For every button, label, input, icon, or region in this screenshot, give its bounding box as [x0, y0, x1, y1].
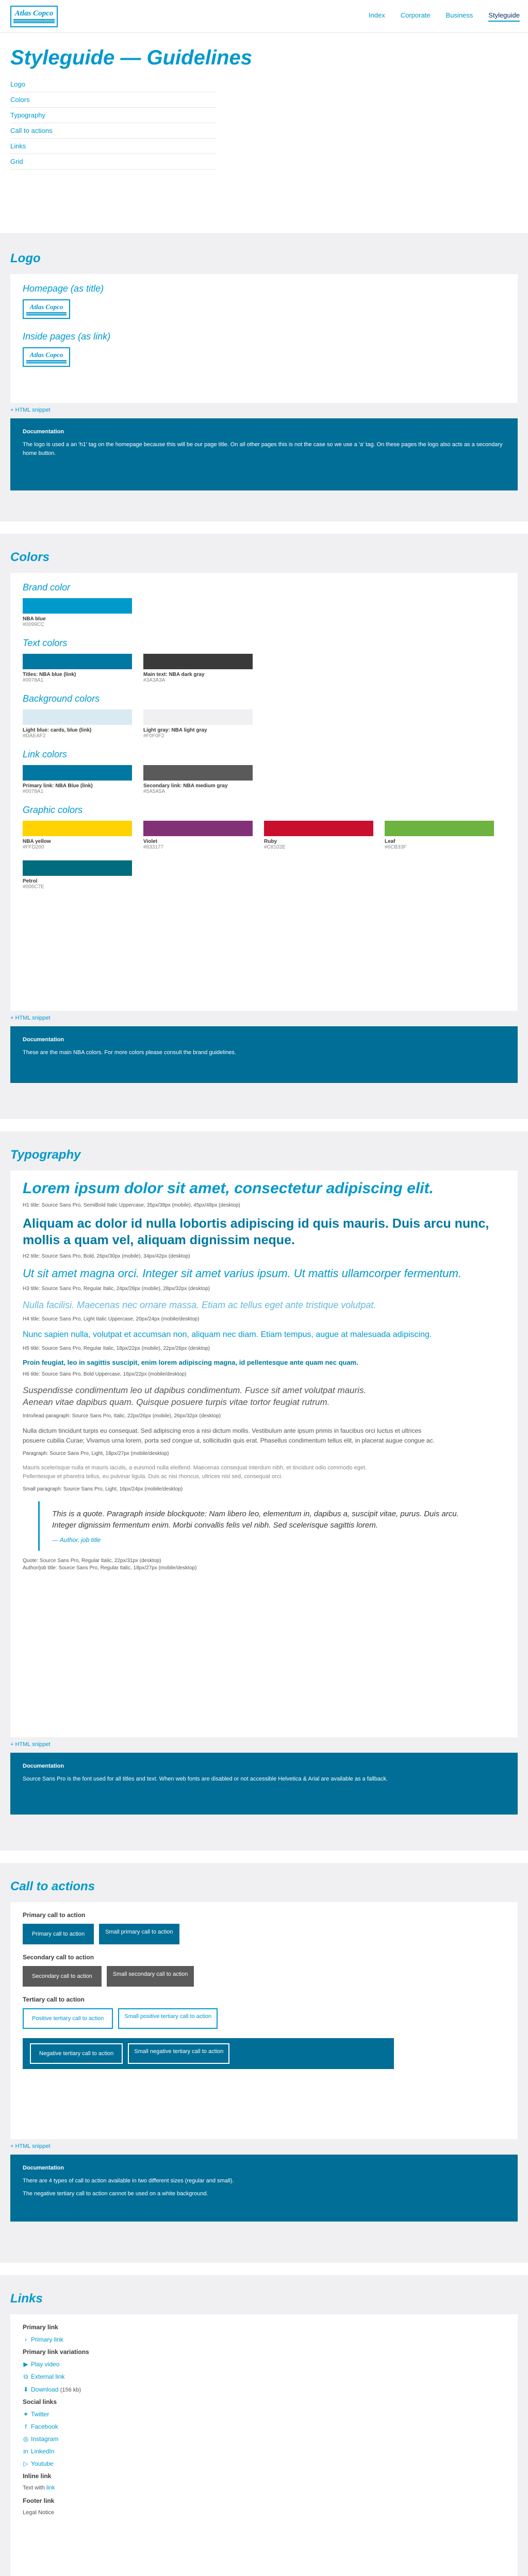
- youtube-link[interactable]: [23, 2460, 505, 2467]
- swatch-hex: #006C7E: [23, 884, 44, 890]
- play-video-link[interactable]: [23, 2361, 505, 2368]
- swatch-name: Leaf: [385, 839, 395, 844]
- h5-sample: Nunc sapien nulla, volutpat et accumsan non, aliquam nec diam. Etiam tempus, augue at malesuada adipiscing.: [23, 1330, 432, 1339]
- swatch-hex: #0078A1: [23, 677, 44, 683]
- swatch-name: Ruby: [264, 839, 277, 844]
- color-swatch: [385, 821, 494, 850]
- primary-cta-row: [23, 1924, 505, 1944]
- color-swatch: [143, 709, 253, 739]
- documentation-box: [10, 1026, 518, 1083]
- nav-styleguide[interactable]: Styleguide: [488, 11, 520, 22]
- swatch-hex: #C8102E: [264, 844, 286, 850]
- swatch-hex: #FFD200: [23, 844, 44, 850]
- swatch-hex: #0099CC: [23, 622, 45, 628]
- logo-section: [0, 233, 528, 521]
- documentation-box: [10, 2155, 518, 2222]
- typography-section: [0, 1119, 528, 1851]
- small-paragraph-sample: Mauris scelerisque nulla et mauris iaculis, a euismod nulla eleifend. Maecenas consequat interdum nibh, et tincidunt odio commodo eget. Pellentesque et pharetra tellus, eu pulvinar ligula. Duis ac nisi rhoncus, ultrices nisl sed, consequat orci.: [23, 1465, 367, 1480]
- logo-inside-label: Inside pages (as link): [23, 331, 111, 342]
- logo-homepage-label: Homepage (as title): [23, 283, 104, 294]
- color-swatch: [23, 598, 132, 628]
- html-snippet-toggle[interactable]: + HTML snippet: [10, 1741, 51, 1748]
- swatch-fill: [264, 821, 373, 836]
- documentation-text: These are the main NBA colors. For more colors please consult the brand guidelines.: [23, 1049, 236, 1056]
- small-paragraph-caption: Small paragraph: Source Sans Pro, Light, 16px/24px (mobile/desktop): [23, 1486, 183, 1492]
- paragraph-caption: Paragraph: Source Sans Pro, Light, 18px/27px (mobile/desktop): [23, 1451, 169, 1456]
- primary-link[interactable]: [23, 2336, 505, 2343]
- swatch-fill: [143, 765, 253, 781]
- h2-caption: H2 title: Source Sans Pro, Bold, 26px/30px (mobile), 34px/42px (desktop): [23, 1253, 190, 1259]
- color-swatch: [23, 860, 132, 890]
- swatch-fill: [23, 860, 132, 876]
- swatch-hex: #5A5A5A: [143, 789, 166, 794]
- logo-text: Atlas Copco: [29, 302, 63, 311]
- documentation-box: [10, 418, 518, 490]
- documentation-title: Documentation: [23, 429, 64, 435]
- quote-caption: Quote: Source Sans Pro, Regular Italic, 22px/31px (desktop): [23, 1558, 161, 1564]
- h4-caption: H4 title: Source Sans Pro, Light Italic Uppercase, 20px/24px (mobile/desktop): [23, 1316, 200, 1322]
- logo-inside[interactable]: [23, 347, 70, 367]
- nav-business[interactable]: Business: [446, 11, 473, 19]
- top-nav: [369, 11, 520, 22]
- color-swatch: [143, 765, 253, 794]
- brand-colors: [23, 598, 505, 628]
- swatch-hex: #6CB33F: [385, 844, 407, 850]
- h3-caption: H3 title: Source Sans Pro, Regular Italic, 24px/28px (mobile), 28px/32px (desktop): [23, 1286, 210, 1292]
- documentation-box: [10, 1753, 518, 1815]
- logo-homepage: [23, 299, 70, 319]
- background-colors: [23, 709, 505, 739]
- swatch-hex: #0078A1: [23, 789, 44, 794]
- external-icon: ⧉: [23, 2373, 28, 2380]
- twitter-text: Twitter: [31, 2411, 50, 2418]
- external-link[interactable]: [23, 2373, 505, 2381]
- small-negative-tertiary-cta-button[interactable]: Small negative tertiary call to action: [128, 2043, 229, 2064]
- swatch-fill: [23, 765, 132, 781]
- top-bar: [0, 0, 528, 33]
- author-caption: Author/job title: Source Sans Pro, Regular Italic, 18px/27px (mobile/desktop): [23, 1565, 197, 1571]
- brand-color-title: Brand color: [23, 582, 71, 592]
- toc-grid[interactable]: Grid: [10, 154, 217, 170]
- play-video-text: Play video: [31, 2361, 60, 2368]
- quote-author: — Author, job title: [52, 1536, 101, 1544]
- swatch-name: Primary link: NBA Blue (link): [23, 783, 93, 789]
- html-snippet-toggle[interactable]: + HTML snippet: [10, 407, 51, 413]
- swatch-fill: [143, 821, 253, 836]
- twitter-icon: ✦: [23, 2411, 29, 2418]
- paragraph-sample: Nulla dictum tincidunt turpis eu consequat. Sed adipiscing eros a nisi dictum mollis. Vestibulum ante ipsum primis in faucibus orci luctus et ultrices posuere cubilia Curae; Vivamus urna lorem, porta sed congue ut, sollicitudin quis erat. Phasellus condimentum tellus elit, in placerat augue congue ac.: [23, 1427, 435, 1444]
- swatch-fill: [385, 821, 494, 836]
- download-link[interactable]: [23, 2386, 505, 2393]
- facebook-text: Facebook: [31, 2423, 58, 2430]
- documentation-title: Documentation: [23, 1037, 64, 1043]
- page-title: Styleguide — Guidelines: [10, 46, 252, 69]
- background-colors-title: Background colors: [23, 693, 100, 704]
- logo-stripes: [26, 312, 67, 316]
- swatch-fill: [143, 654, 253, 669]
- swatch-name: Light gray: NBA light gray: [143, 727, 207, 733]
- links-section: [0, 2263, 528, 2576]
- documentation-text: Source Sans Pro is the font used for all titles and text. When web fonts are disabled or not accessible Helvetica & Arial are available as a fallback.: [23, 1776, 388, 1782]
- external-link-text: External link: [31, 2373, 65, 2380]
- graphic-colors-row-2: [23, 860, 505, 890]
- swatch-name: Titles: NBA blue (link): [23, 672, 76, 677]
- swatch-hex: #3A3A3A: [143, 677, 166, 683]
- logo-text: Atlas Copco: [29, 350, 63, 359]
- color-swatch: [143, 821, 253, 850]
- secondary-cta-label: Secondary call to action: [23, 1954, 94, 1961]
- links-card: [10, 2314, 518, 2576]
- small-primary-cta-button[interactable]: Small primary call to action: [99, 1924, 179, 1944]
- download-icon: ⬇: [23, 2386, 29, 2393]
- negative-tertiary-cta-button[interactable]: Negative tertiary call to action: [30, 2043, 123, 2064]
- color-swatch: [23, 709, 132, 739]
- nav-index[interactable]: Index: [368, 11, 385, 19]
- secondary-cta-row: [23, 1966, 505, 1987]
- text-colors-title: Text colors: [23, 638, 68, 648]
- h5-caption: H5 title: Source Sans Pro, Regular Italic, 18px/22px (mobile), 22px/26px (desktop): [23, 1346, 210, 1351]
- colors-section-title: Colors: [10, 550, 50, 564]
- swatch-name: NBA yellow: [23, 839, 51, 844]
- tertiary-negative-row: [23, 2038, 394, 2069]
- intro-caption: Intro/lead paragraph: Source Sans Pro, Italic, 22px/26px (mobile), 26px/32px (desktop): [23, 1413, 221, 1419]
- swatch-name: NBA blue: [23, 616, 46, 622]
- color-swatch: [143, 654, 253, 683]
- brand-logo[interactable]: [10, 6, 58, 27]
- swatch-hex: #833177: [143, 844, 163, 850]
- swatch-fill: [23, 654, 132, 669]
- swatch-fill: [23, 821, 132, 836]
- swatch-fill: [23, 709, 132, 725]
- primary-link-text: Primary link: [31, 2336, 63, 2343]
- inline-link[interactable]: link: [46, 2485, 55, 2491]
- swatch-hex: #DAEAF2: [23, 733, 46, 739]
- toc-colors[interactable]: Colors: [10, 92, 217, 108]
- swatch-name: Light blue: cards, blue (link): [23, 727, 92, 733]
- graphic-colors: [23, 821, 505, 850]
- twitter-link[interactable]: [23, 2411, 505, 2418]
- page-header: [0, 33, 528, 233]
- footer-link[interactable]: Legal Notice: [23, 2510, 55, 2516]
- positive-tertiary-cta-button[interactable]: Positive tertiary call to action: [23, 2008, 113, 2029]
- logo-stripes: [26, 360, 67, 364]
- tertiary-positive-row: [23, 2008, 505, 2029]
- swatch-fill: [143, 709, 253, 725]
- colors-card: [10, 573, 518, 1011]
- secondary-cta-button[interactable]: Secondary call to action: [23, 1966, 102, 1987]
- swatch-hex: #F0F0F2: [143, 733, 164, 739]
- toc-logo[interactable]: Logo: [10, 77, 217, 92]
- instagram-link[interactable]: [23, 2435, 505, 2443]
- cta-card: [10, 1902, 518, 2139]
- link-colors-title: Link colors: [23, 749, 68, 759]
- h6-sample: Proin feugiat, leo in sagittis suscipit, enim lorem adipiscing magna, id pellentesque ante quam nec quam.: [23, 1359, 358, 1366]
- facebook-link[interactable]: [23, 2423, 505, 2430]
- logo-text: Atlas Copco: [14, 9, 54, 18]
- toc-call-to-actions[interactable]: Call to actions: [10, 123, 217, 139]
- typography-card: [10, 1171, 518, 1737]
- documentation-text: There are 4 types of call to action available in two different sizes (regular and small).: [23, 2178, 234, 2184]
- html-snippet-toggle[interactable]: + HTML snippet: [10, 2143, 51, 2149]
- logo-card: [10, 274, 518, 403]
- linkedin-link[interactable]: [23, 2448, 505, 2455]
- blockquote: [38, 1501, 482, 1551]
- table-of-contents: [10, 77, 518, 170]
- inline-link-label: Inline link: [23, 2472, 52, 2480]
- documentation-title: Documentation: [23, 2165, 64, 2171]
- h1-caption: H1 title: Source Sans Pro, SemiBold Italic Uppercase, 35px/38px (mobile), 45px/48px (desktop): [23, 1202, 240, 1208]
- text-colors: [23, 654, 505, 683]
- toc-links[interactable]: Links: [10, 139, 217, 154]
- color-swatch: [23, 821, 132, 850]
- variations-label: Primary link variations: [23, 2348, 89, 2355]
- h1-sample: Lorem ipsum dolor sit amet, consectetur adipiscing elit.: [23, 1180, 434, 1197]
- download-size: (156 kb): [60, 2387, 81, 2393]
- color-swatch: [23, 765, 132, 794]
- toc-typography[interactable]: Typography: [10, 108, 217, 123]
- download-text: Download: [31, 2386, 59, 2393]
- youtube-text: Youtube: [31, 2460, 54, 2467]
- small-secondary-cta-button[interactable]: Small secondary call to action: [107, 1966, 194, 1987]
- color-swatch: [23, 654, 132, 683]
- colors-section: [0, 521, 528, 1119]
- quote-text: This is a quote. Paragraph inside blockquote: Nam libero leo, elementum in, dapibus a, suscipit vitae, purus. Duis arcu. Integer dignissim fermentum enim. Morbi convallis felis vel nibh. Sed scelerisque sagittis lorem.: [52, 1510, 459, 1530]
- instagram-text: Instagram: [31, 2435, 59, 2443]
- linkedin-text: LinkedIn: [31, 2448, 55, 2455]
- documentation-title: Documentation: [23, 1763, 64, 1769]
- swatch-name: Violet: [143, 839, 158, 844]
- h6-caption: H6 title: Source Sans Pro, Bold Uppercase, 16px/22px (mobile/desktop): [23, 1371, 187, 1377]
- swatch-name: Petrol: [23, 878, 38, 884]
- inline-text: Text with: [23, 2485, 45, 2491]
- play-icon: ▶: [23, 2361, 28, 2368]
- youtube-icon: ▷: [23, 2460, 28, 2467]
- footer-link-label: Footer link: [23, 2497, 55, 2504]
- links-section-title: Links: [10, 2292, 43, 2306]
- documentation-text: The negative tertiary call to action cannot be used on a white background.: [23, 2191, 208, 2197]
- html-snippet-toggle[interactable]: + HTML snippet: [10, 1015, 51, 1021]
- social-label: Social links: [23, 2398, 57, 2405]
- nav-corporate[interactable]: Corporate: [400, 11, 431, 19]
- intro-sample: Suspendisse condimentum leo ut dapibus condimentum. Fusce sit amet volutpat mauris. Aenean vitae dapibus quam. Quisque posuere turpis vitae tortor feugiat rutrum.: [23, 1385, 367, 1407]
- primary-cta-button[interactable]: Primary call to action: [23, 1924, 94, 1944]
- linkedin-icon: in: [23, 2448, 28, 2455]
- typography-section-title: Typography: [10, 1148, 81, 1162]
- swatch-fill: [23, 598, 132, 614]
- swatch-name: Main text: NBA dark gray: [143, 672, 205, 677]
- swatch-name: Secondary link: NBA medium gray: [143, 783, 228, 789]
- logo-section-title: Logo: [10, 251, 41, 265]
- small-positive-tertiary-cta-button[interactable]: Small positive tertiary call to action: [118, 2008, 218, 2029]
- primary-link-label: Primary link: [23, 2324, 58, 2331]
- h3-sample: Ut sit amet magna orci. Integer sit amet varius ipsum. Ut mattis ullamcorper fermentum.: [23, 1267, 461, 1280]
- link-colors: [23, 765, 505, 794]
- instagram-icon: ◎: [23, 2435, 29, 2443]
- cta-section-title: Call to actions: [10, 1879, 95, 1893]
- cta-section: [0, 1851, 528, 2263]
- facebook-icon: f: [25, 2423, 27, 2430]
- graphic-colors-title: Graphic colors: [23, 805, 83, 815]
- h4-sample: Nulla facilisi. Maecenas nec ornare massa. Etiam ac tellus eget ante tristique volutpat.: [23, 1300, 376, 1310]
- color-swatch: [264, 821, 373, 850]
- primary-cta-label: Primary call to action: [23, 1911, 86, 1919]
- h2-sample: Aliquam ac dolor id nulla lobortis adipiscing id quis mauris. Duis arcu nunc, mollis a quam vel, aliquam dignissim neque.: [23, 1216, 489, 1247]
- logo-stripes: [13, 19, 55, 23]
- tertiary-cta-label: Tertiary call to action: [23, 1996, 85, 2003]
- inline-link-example: [23, 2485, 505, 2491]
- documentation-text: The logo is used a an 'h1' tag on the homepage because this will be our page title. On all other pages this is not the case so we use a 'a' tag. On these pages the logo also acts as a secondary home button.: [23, 442, 503, 456]
- arrow-right-icon: ›: [25, 2336, 27, 2343]
